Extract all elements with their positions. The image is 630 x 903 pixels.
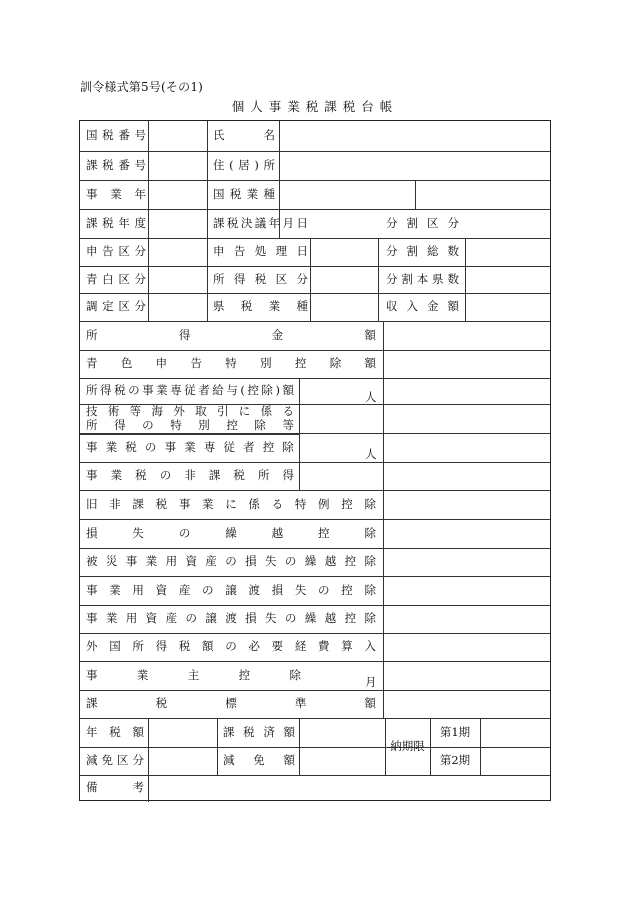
unit-month: 月 <box>365 675 377 689</box>
label-income-tax-category: 所 得 税 区 分 <box>213 271 308 286</box>
label-division-prefecture-count: 分 割 本 県 数 <box>386 271 459 286</box>
form-number: 訓令様式第5号(その1) <box>80 80 204 94</box>
label-tax-base: 課 税 標 準 額 <box>86 696 376 711</box>
label-asset-transfer-loss: 事 業 用 資 産 の 譲 渡 損 失 の 控 除 <box>86 582 376 597</box>
label-remarks: 備 考 <box>86 780 144 795</box>
label-disaster-loss-carryforward: 被 災 事 業 用 資 産 の 損 失 の 繰 越 控 除 <box>86 554 376 569</box>
label-taxation-number: 課 税 番 号 <box>86 157 146 172</box>
label-overseas-tech-line2: 所 得 の 特 別 控 除 等 <box>86 418 294 433</box>
label-name: 氏 名 <box>213 128 275 143</box>
label-blue-return-deduction: 青 色 申 告 特 別 控 除 額 <box>86 356 376 371</box>
label-proprietor-deduction: 事 業 主 控 除 <box>86 667 301 682</box>
label-period-2: 第2期 <box>439 753 471 768</box>
form-title: 個人事業税課税台帳 <box>231 99 399 114</box>
label-income-amount: 所 得 金 額 <box>86 327 376 342</box>
label-division-total: 分 割 総 数 <box>386 244 459 259</box>
label-address: 住 ( 居 ) 所 <box>213 157 275 172</box>
label-exemption-category: 減 免 区 分 <box>86 753 144 768</box>
label-national-tax-number: 国 税 番 号 <box>86 128 146 143</box>
label-business-year: 事 業 年 <box>86 186 146 201</box>
label-tax-year: 課 税 年 度 <box>86 215 146 230</box>
label-foreign-tax-expense: 外 国 所 得 税 額 の 必 要 経 費 算 入 <box>86 639 376 654</box>
label-loss-carryforward: 損 失 の 繰 越 控 除 <box>86 525 376 540</box>
unit-person: 人 <box>365 447 377 461</box>
label-annual-tax: 年 税 額 <box>86 724 144 739</box>
tax-ledger-form <box>79 120 551 801</box>
label-family-employee-salary: 所 得 税 の 事 業 専 従 者 給 与 ( 控 除 ) 額 <box>86 383 294 398</box>
label-prefectural-industry: 県 税 業 種 <box>213 299 308 314</box>
label-division-category: 分 割 区 分 <box>386 215 459 230</box>
label-period-1: 第1期 <box>439 724 471 739</box>
label-taxed-amount: 課 税 済 額 <box>223 724 295 739</box>
label-assessment-category: 調 定 区 分 <box>86 299 146 314</box>
label-tax-resolution-date: 課 税 決 議 年 月 日 <box>213 215 308 230</box>
label-revenue-amount: 収 入 金 額 <box>386 299 459 314</box>
label-former-exempt-deduction: 旧 非 課 税 事 業 に 係 る 特 例 控 除 <box>86 496 376 511</box>
unit-person: 人 <box>365 390 377 404</box>
label-payment-deadline: 納期限 <box>390 738 425 753</box>
label-filing-processing-date: 申 告 処 理 日 <box>213 244 308 259</box>
label-asset-transfer-carryforward: 事 業 用 資 産 の 譲 渡 損 失 の 繰 越 控 除 <box>86 611 376 626</box>
label-non-taxable-income: 事 業 税 の 非 課 税 所 得 <box>86 468 294 483</box>
label-national-tax-industry: 国 税 業 種 <box>213 186 275 201</box>
label-exemption-amount: 減 免 額 <box>223 753 295 768</box>
label-family-employee-deduction: 事 業 税 の 事 業 専 従 者 控 除 <box>86 440 294 455</box>
label-overseas-tech-line1: 技 術 等 海 外 取 引 に 係 る <box>86 404 294 419</box>
label-blue-white-category: 青 白 区 分 <box>86 271 146 286</box>
label-filing-category: 申 告 区 分 <box>86 244 146 259</box>
